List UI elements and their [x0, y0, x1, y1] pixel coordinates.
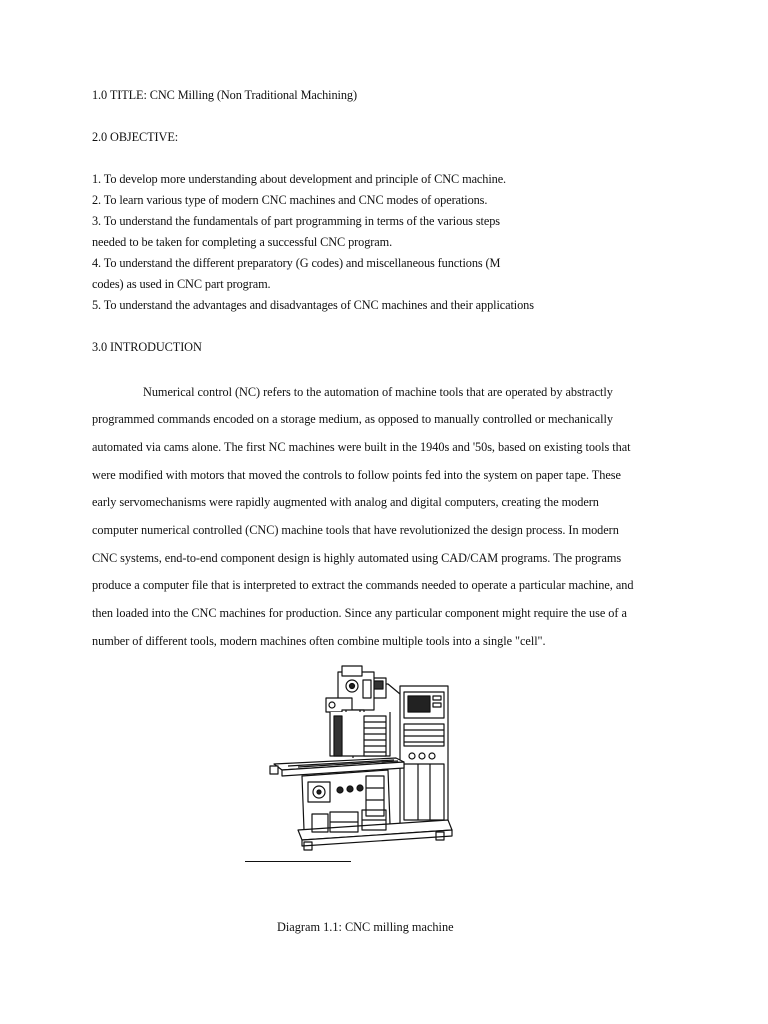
introduction-line: computer numerical controlled (CNC) machine tools that have revolutionized the design process. In modern	[92, 523, 619, 537]
introduction-line: early servomechanisms were rapidly augmented with analog and digital computers, creating the modern	[92, 495, 599, 509]
objective-line: 1. To develop more understanding about development and principle of CNC machine.	[92, 172, 507, 186]
introduction-line: programmed commands encoded on a storage medium, as opposed to manually controlled or mechanically	[92, 412, 613, 426]
introduction-line: CNC systems, end-to-end component design is highly automated using CAD/CAM programs. The programs	[92, 551, 622, 565]
objective-line: 4. To understand the different preparatory (G codes) and miscellaneous functions (M	[92, 256, 501, 270]
objective-line: 5. To understand the advantages and disadvantages of CNC machines and their applications	[92, 298, 534, 312]
cnc-machine-illustration	[268, 664, 468, 854]
introduction-line: automated via cams alone. The first NC machines were built in the 1940s and '50s, based on existing tools that	[92, 440, 631, 454]
objective-line: codes) as used in CNC part program.	[92, 277, 271, 291]
objective-line: 2. To learn various type of modern CNC machines and CNC modes of operations.	[92, 193, 488, 207]
objective-heading: 2.0 OBJECTIVE:	[92, 130, 179, 144]
introduction-line: number of different tools, modern machines often combine multiple tools into a single "cell".	[92, 634, 546, 648]
figure-caption: Diagram 1.1: CNC milling machine	[277, 920, 454, 934]
figure-underline	[245, 861, 351, 862]
introduction-line: were modified with motors that moved the controls to follow points fed into the system on paper tape. These	[92, 468, 621, 482]
introduction-line: produce a computer file that is interpreted to extract the commands needed to operate a particular machine, and	[92, 578, 634, 592]
objective-line: 3. To understand the fundamentals of part programming in terms of the various steps	[92, 214, 500, 228]
introduction-heading: 3.0 INTRODUCTION	[92, 340, 202, 354]
objective-line: needed to be taken for completing a successful CNC program.	[92, 235, 393, 249]
introduction-line: then loaded into the CNC machines for production. Since any particular component might require the use of a	[92, 606, 627, 620]
document-title: 1.0 TITLE: CNC Milling (Non Traditional Machining)	[92, 88, 357, 102]
cnc-milling-machine-figure	[268, 664, 468, 854]
introduction-line: Numerical control (NC) refers to the automation of machine tools that are operated by abstractly	[143, 385, 613, 399]
